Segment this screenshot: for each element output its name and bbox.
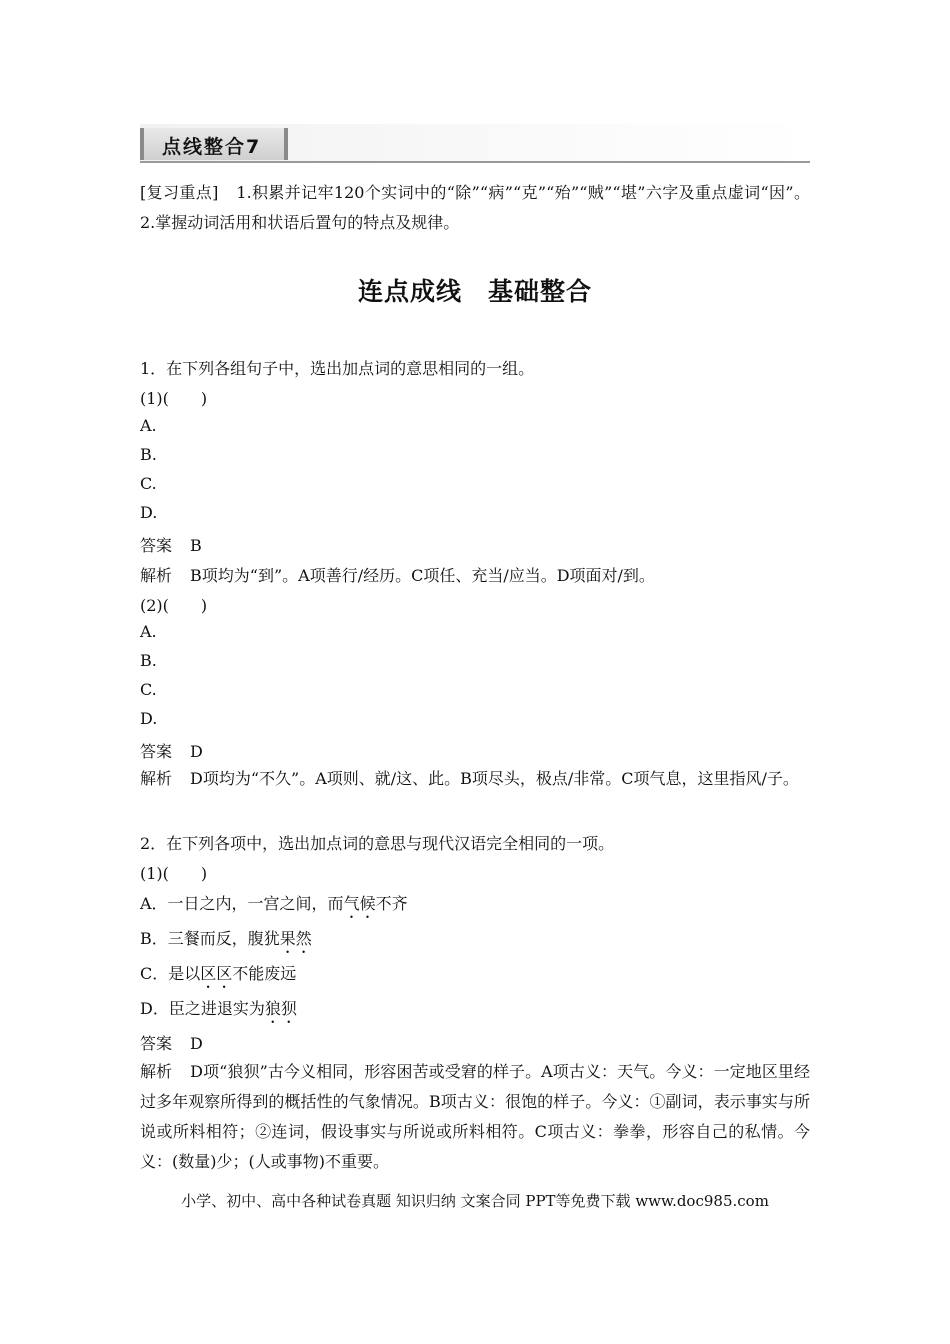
page-footer: 小学、初中、高中各种试卷真题 知识归纳 文案合同 PPT等免费下载 www.doc985.com [181, 1192, 769, 1210]
review-label: [复习重点] [140, 183, 219, 202]
banner-divider [140, 161, 810, 163]
q1-part1-answer [140, 533, 202, 556]
dotted-word: 果然 [279, 929, 312, 948]
dotted-word: 狼狈 [264, 999, 297, 1018]
option-text: 不齐 [375, 894, 408, 913]
dotted-word: 气候 [343, 894, 376, 913]
q1-part2-analysis [140, 764, 810, 794]
q1-part2-option-a: A. [140, 622, 157, 641]
banner-tab [140, 128, 288, 160]
q2-option-a [140, 891, 408, 922]
q2-option-b [140, 926, 312, 957]
banner-title: 点线整合7 [162, 136, 262, 158]
q1-part1-label: (1)( ) [140, 389, 208, 408]
q1-part2-option-d: D. [140, 709, 158, 728]
dotted-word: 区区 [200, 964, 233, 983]
q1-part1-option-d: D. [140, 503, 158, 522]
review-points [140, 178, 810, 238]
answer-label: 答案 [140, 1034, 173, 1053]
q2-option-c [140, 961, 296, 992]
option-text: A．一日之内，一宫之间，而 [140, 894, 344, 913]
option-text: D．臣之进退实为 [140, 999, 265, 1018]
option-text: 不能废远 [232, 964, 297, 983]
answer-value: D [190, 1034, 203, 1053]
q1-part2-answer [140, 739, 203, 762]
analysis-label: 解析 [140, 1062, 173, 1081]
answer-label: 答案 [140, 742, 173, 761]
option-text: C．是以 [140, 964, 201, 983]
q1-part1-option-b: B. [140, 445, 157, 464]
q2-part1-analysis [140, 1057, 810, 1177]
q1-part2-option-b: B. [140, 651, 157, 670]
q1-part2-option-c: C. [140, 680, 157, 699]
q2-option-d [140, 996, 297, 1027]
q1-part1-option-a: A. [140, 416, 157, 435]
option-text: B．三餐而反，腹犹 [140, 929, 280, 948]
section-banner [140, 124, 810, 162]
analysis-label: 解析 [140, 769, 173, 788]
answer-value: B [190, 536, 202, 555]
section-title: 连点成线 基础整合 [357, 277, 592, 306]
analysis-text: D项均为“不久”。A项则、就/这、此。B项尽头，极点/非常。C项气息，这里指风/子。 [190, 769, 799, 788]
q1-part2-label: (2)( ) [140, 596, 208, 615]
q2-part1-label: (1)( ) [140, 864, 208, 883]
q1-part1-option-c: C. [140, 474, 157, 493]
analysis-text: D项“狼狈”古今义相同，形容困苦或受窘的样子。A项古义：天气。今义：一定地区里经过多年观察所得到的概括性的气象情况。B项古义：很饱的样子。今义：①副词，表示事实与所说或所料相符；②连词，假设事实与所说或所料相符。C项古义：拳拳，形容自己的私情。今义：(数量)少；(人或事物)不重要。 [140, 1062, 810, 1171]
q2-stem: 2．在下列各项中，选出加点词的意思与现代汉语完全相同的一项。 [140, 834, 615, 853]
analysis-text: B项均为“到”。A项善行/经历。C项任、充当/应当。D项面对/到。 [190, 566, 655, 585]
q1-part1-analysis [140, 563, 655, 586]
answer-label: 答案 [140, 536, 173, 555]
analysis-label: 解析 [140, 566, 173, 585]
answer-value: D [190, 742, 203, 761]
q2-part1-answer [140, 1031, 203, 1054]
q1-stem: 1．在下列各组句子中，选出加点词的意思相同的一组。 [140, 359, 535, 378]
review-text: 1.积累并记牢120个实词中的“除”“病”“克”“殆”“贼”“堪”六字及重点虚词“因”。2.掌握动词活用和状语后置句的特点及规律。 [140, 183, 810, 232]
